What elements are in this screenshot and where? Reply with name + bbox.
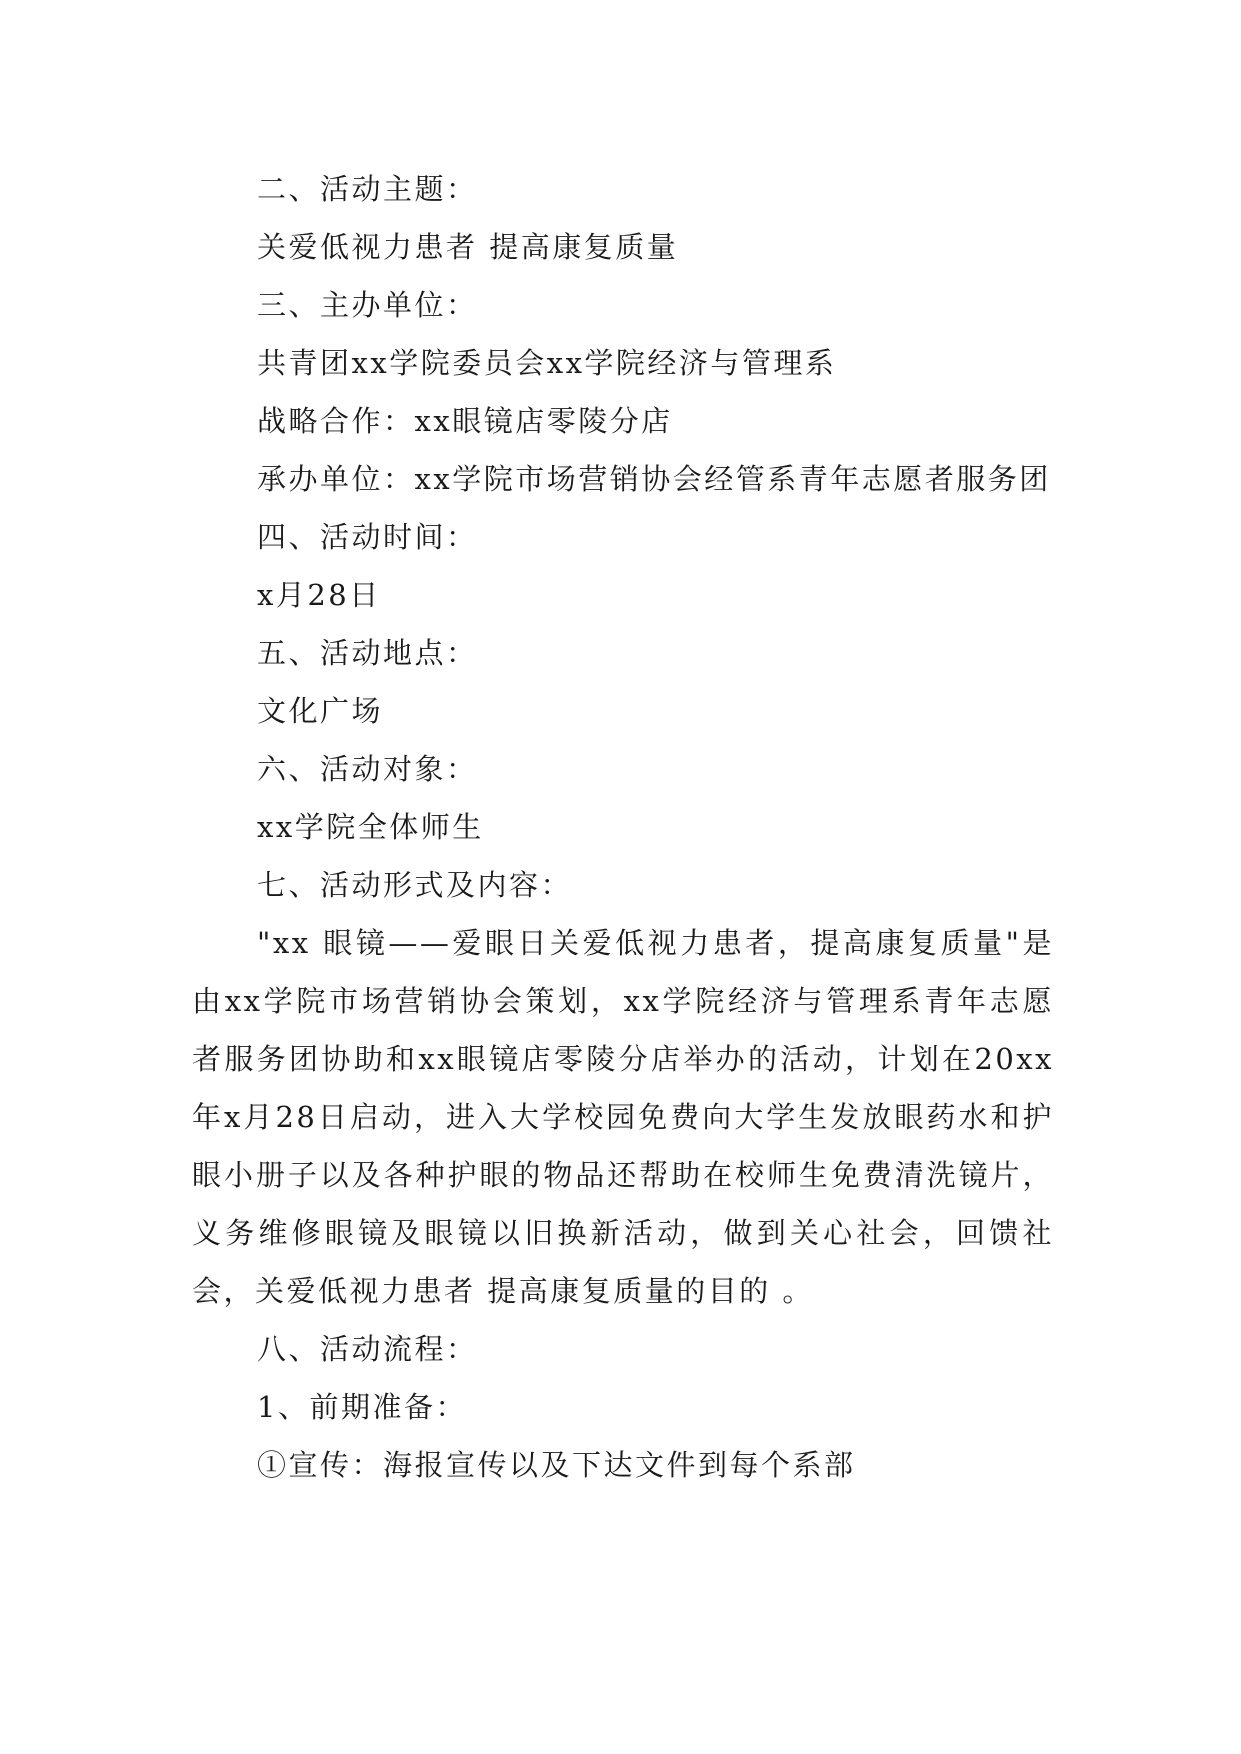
activity-location-text: 文化广场 <box>257 694 384 728</box>
heading-activity-location: 五、活动地点： <box>257 636 478 670</box>
activity-theme-text: 关爱低视力患者 提高康复质量 <box>257 230 679 264</box>
heading-organizer: 三、主办单位： <box>257 288 478 322</box>
heading-activity-theme: 二、活动主题： <box>257 172 478 206</box>
heading-activity-time: 四、活动时间： <box>257 520 478 554</box>
activity-form-text: "xx 眼镜——爱眼日关爱低视力患者，提高康复质量"是由xx学院市场营销协会策划，xx学院经济与管理系青年志愿者服务团协助和xx眼镜店零陵分店举办的活动，计划在20xx年x月28日启动，进入大学校园免费向大学生发放眼药水和护眼小册子以及各种护眼的物品还帮助在校师生免费清洗镜片，义务维修眼镜及眼镜以旧换新活动，做到关心社会，回馈社会，关爱低视力患者 提高康复质量的目的 。 <box>192 926 1054 1308</box>
undertaker-text: 承办单位：xx学院市场营销协会经管系青年志愿者服务团 <box>257 462 1051 496</box>
activity-time-text: x月28日 <box>257 578 381 612</box>
publicity-item: ①宣传：海报宣传以及下达文件到每个系部 <box>257 1448 856 1482</box>
preparation-heading: 1、前期准备： <box>257 1390 467 1424</box>
activity-audience-text: xx学院全体师生 <box>257 810 484 844</box>
organizer-text: 共青团xx学院委员会xx学院经济与管理系 <box>257 346 837 380</box>
document-body <box>192 160 1054 1494</box>
heading-activity-process: 八、活动流程： <box>257 1332 478 1366</box>
heading-activity-audience: 六、活动对象： <box>257 752 478 786</box>
strategic-partner-text: 战略合作：xx眼镜店零陵分店 <box>257 404 673 438</box>
heading-activity-form: 七、活动形式及内容： <box>257 868 573 902</box>
